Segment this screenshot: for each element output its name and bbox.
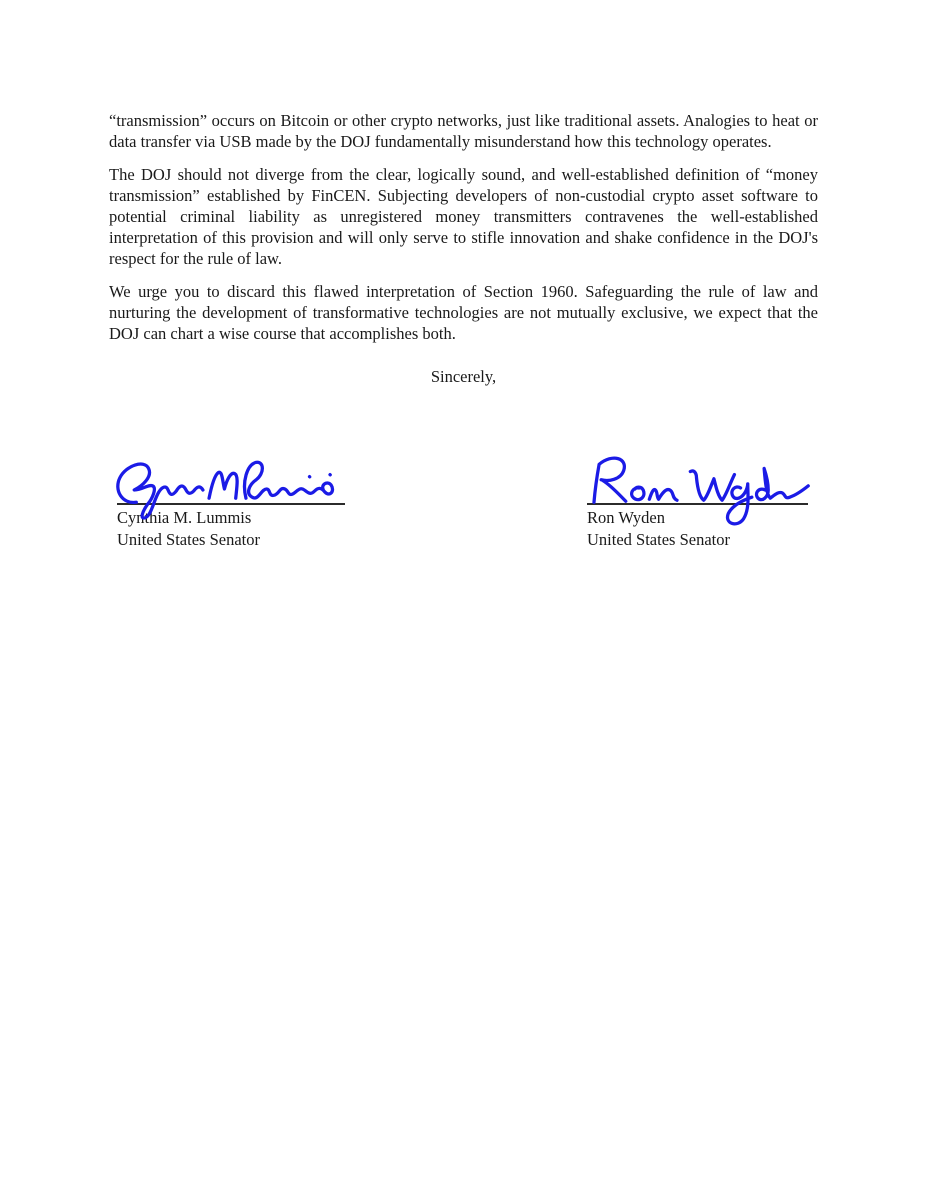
letter-body [0,0,927,551]
signature-row [109,453,818,551]
letter-paragraph: “transmission” occurs on Bitcoin or other crypto networks, just like traditional assets. Analogies to heat or data transfer via USB made by the DOJ fundamentally misunderstand how this technology operates. [109,111,818,151]
letter-paragraph: The DOJ should not diverge from the clear, logically sound, and well-established definition of “money transmission” established by FinCEN. Subjecting developers of non-custodial crypto asset software to potential criminal liability as unregistered money transmitters contravenes the well-established interpretation of this provision and will only serve to stifle innovation and shake confidence in the DOJ's respect for the rule of law. [109,165,818,268]
closing-salutation: Sincerely, [430,367,497,386]
signer-title: United States Senator [587,530,730,549]
signature-line [587,503,808,505]
signer-name: Ron Wyden [587,508,665,527]
signature-block-wyden [587,453,808,551]
signer-title: United States Senator [117,530,260,549]
signature-block-lummis [117,453,345,551]
signer-name: Cynthia M. Lummis [117,508,252,527]
letter-paragraph: We urge you to discard this flawed interpretation of Section 1960. Safeguarding the rule of law and nurturing the development of transformative technologies are not mutually exclusive, we expect that the DOJ can chart a wise course that accomplishes both. [109,282,818,343]
signature-line [117,503,345,505]
